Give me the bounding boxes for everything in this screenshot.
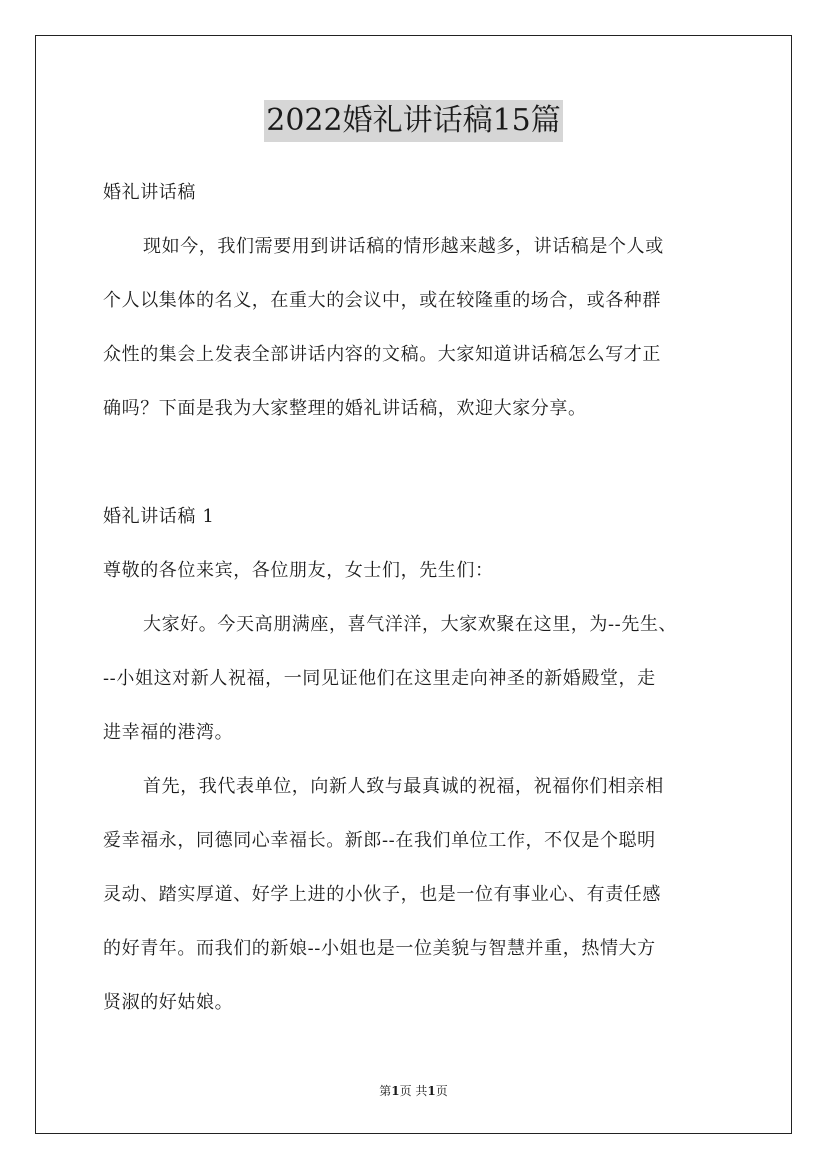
page-number: 1: [391, 1084, 400, 1098]
paragraph-line: 进幸福的港湾。: [103, 722, 234, 743]
paragraph-line: 众性的集会上发表全部讲话内容的文稿。大家知道讲话稿怎么写才正: [103, 344, 661, 365]
section-heading: 婚礼讲话稿: [103, 182, 196, 203]
paragraph-line: 爱幸福永，同德同心幸福长。新郎--在我们单位工作，不仅是个聪明: [103, 830, 656, 851]
paragraph-line: 现如今，我们需要用到讲话稿的情形越来越多，讲话稿是个人或: [143, 236, 664, 257]
salutation: 尊敬的各位来宾，各位朋友，女士们，先生们：: [103, 560, 494, 581]
paragraph-line: 首先，我代表单位，向新人致与最真诚的祝福，祝福你们相亲相: [143, 776, 664, 797]
section-heading: 婚礼讲话稿 1: [103, 506, 215, 527]
page-suffix: 页: [435, 1084, 448, 1098]
paragraph-line: 贤淑的好姑娘。: [103, 992, 234, 1013]
document-title: 2022婚礼讲话稿15篇: [264, 100, 563, 142]
paragraph-line: 确吗？下面是我为大家整理的婚礼讲话稿，欢迎大家分享。: [103, 398, 587, 419]
paragraph-line: 个人以集体的名义，在重大的会议中，或在较隆重的场合，或各种群: [103, 290, 661, 311]
paragraph-line: 大家好。今天高朋满座，喜气洋洋，大家欢聚在这里，为--先生、: [143, 614, 678, 635]
page-total: 1: [427, 1084, 436, 1098]
paragraph-line: --小姐这对新人祝福，一同见证他们在这里走向神圣的新婚殿堂，走: [103, 668, 656, 689]
page-footer: [0, 1082, 827, 1099]
title-container: [0, 100, 827, 142]
blank-line: [103, 436, 727, 490]
paragraph-line: 的好青年。而我们的新娘--小姐也是一位美貌与智慧并重，热情大方: [103, 938, 656, 959]
document-body: [103, 166, 727, 1030]
paragraph-line: 灵动、踏实厚道、好学上进的小伙子，也是一位有事业心、有责任感: [103, 884, 661, 905]
page-prefix: 第: [379, 1084, 392, 1098]
page-mid: 页 共: [399, 1084, 428, 1098]
